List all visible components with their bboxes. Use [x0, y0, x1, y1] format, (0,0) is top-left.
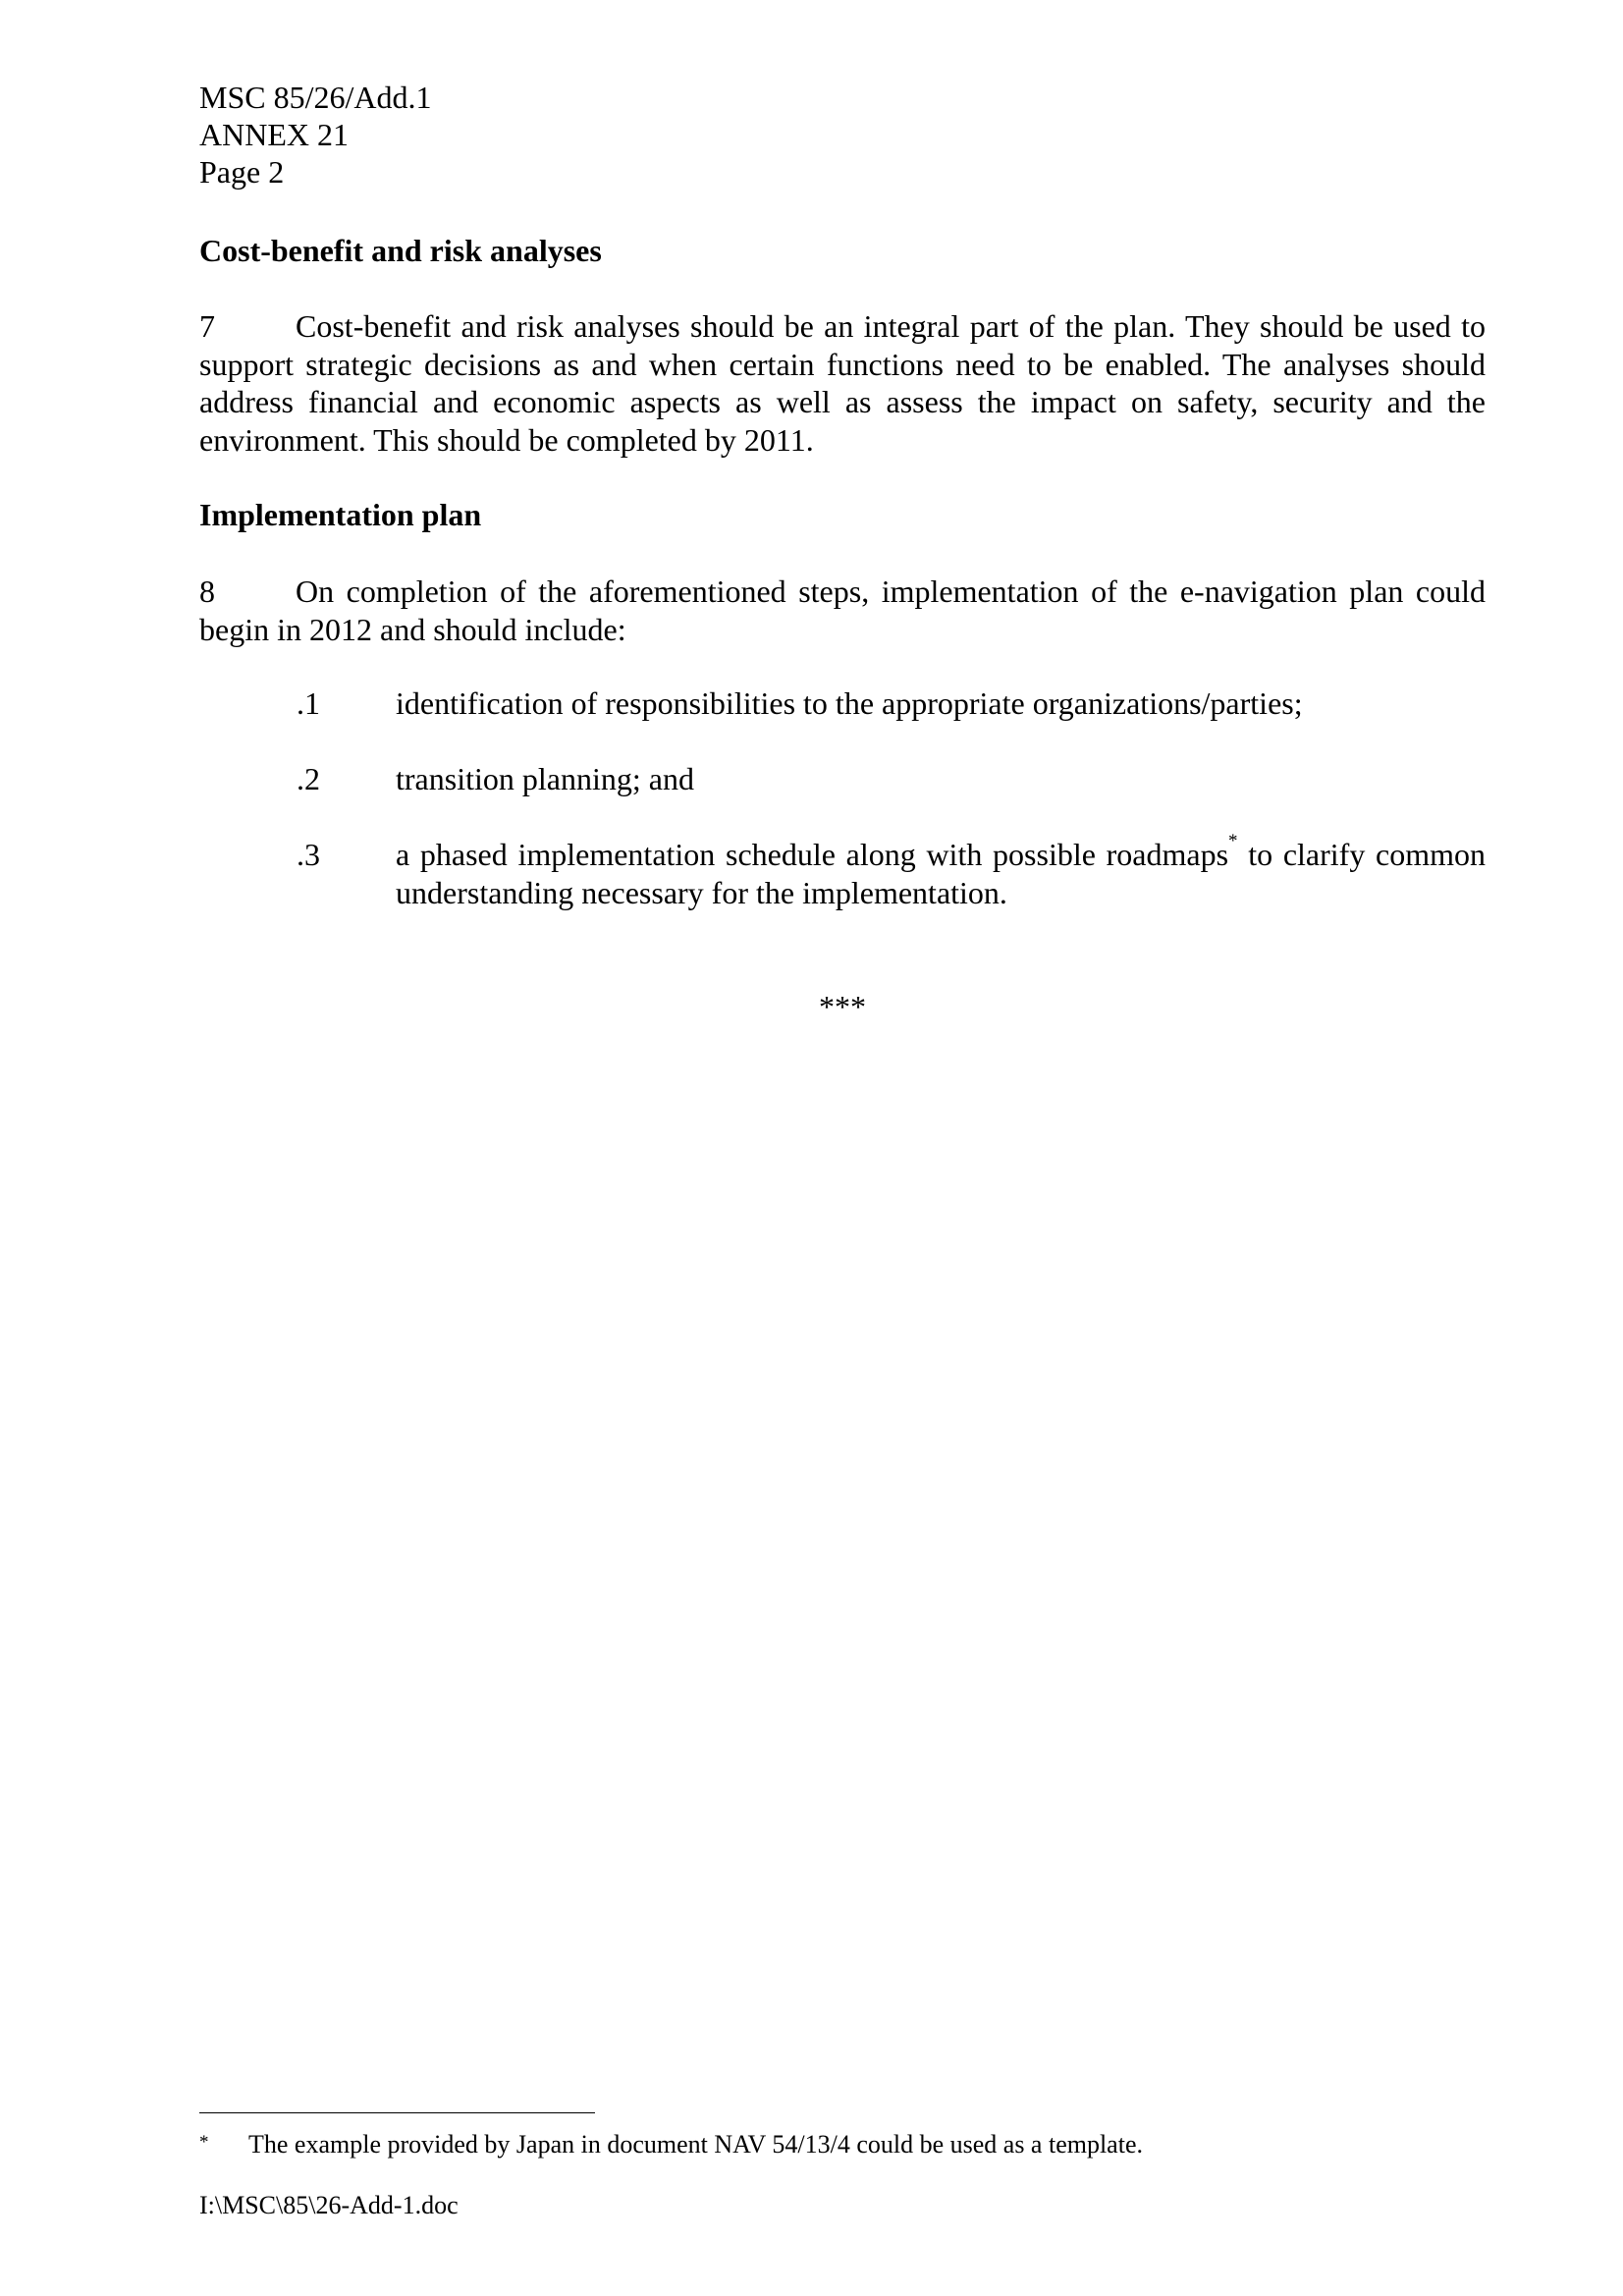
annex-label: ANNEX 21 — [199, 117, 349, 152]
list-item — [297, 831, 1487, 911]
page-header — [199, 79, 431, 191]
list-item — [297, 684, 1486, 723]
footnote-symbol: * — [199, 2132, 209, 2153]
section-heading-cost-benefit: Cost-benefit and risk analyses — [199, 233, 602, 268]
section-heading-implementation: Implementation plan — [199, 497, 482, 532]
file-path: I:\MSC\85\26-Add-1.doc — [199, 2191, 459, 2219]
paragraph-7 — [199, 307, 1486, 459]
list-item-text: transition planning; and — [396, 761, 694, 796]
footnote — [199, 2129, 1143, 2160]
page-number: Page 2 — [199, 154, 285, 190]
list-item-text-start: a phased implementation schedule along with possible roadmaps — [396, 837, 1229, 872]
list-item-text-end: to clarify common understanding necessary for the implementation. — [396, 837, 1487, 910]
footnote-divider — [199, 2112, 595, 2113]
list-item-number: .3 — [297, 837, 320, 872]
footnote-text: The example provided by Japan in document NAV 54/13/4 could be used as a template. — [248, 2130, 1143, 2159]
list-item-text — [396, 831, 1487, 911]
section-separator: *** — [819, 989, 866, 1024]
paragraph-number: 7 — [199, 308, 215, 344]
list-item-number: .1 — [297, 685, 320, 721]
list-item-text: identification of responsibilities to the appropriate organizations/parties; — [396, 685, 1303, 721]
list-item — [297, 760, 1486, 798]
footnote-reference[interactable]: * — [1228, 831, 1238, 851]
paragraph-text: Cost-benefit and risk analyses should be an integral part of the plan. They should be used to support strategic decisions as and when certain functions need to be enabled. The analyses should address financial and economic aspects as well as assess the impact on safety, security and the environment. This should be completed by 2011. — [199, 308, 1486, 458]
doc-reference: MSC 85/26/Add.1 — [199, 80, 432, 115]
paragraph-text: On completion of the aforementioned steps, implementation of the e-navigation plan could begin in 2012 and should include: — [199, 574, 1486, 647]
list-item-number: .2 — [297, 761, 320, 796]
paragraph-8 — [199, 573, 1486, 648]
paragraph-number: 8 — [199, 574, 215, 609]
